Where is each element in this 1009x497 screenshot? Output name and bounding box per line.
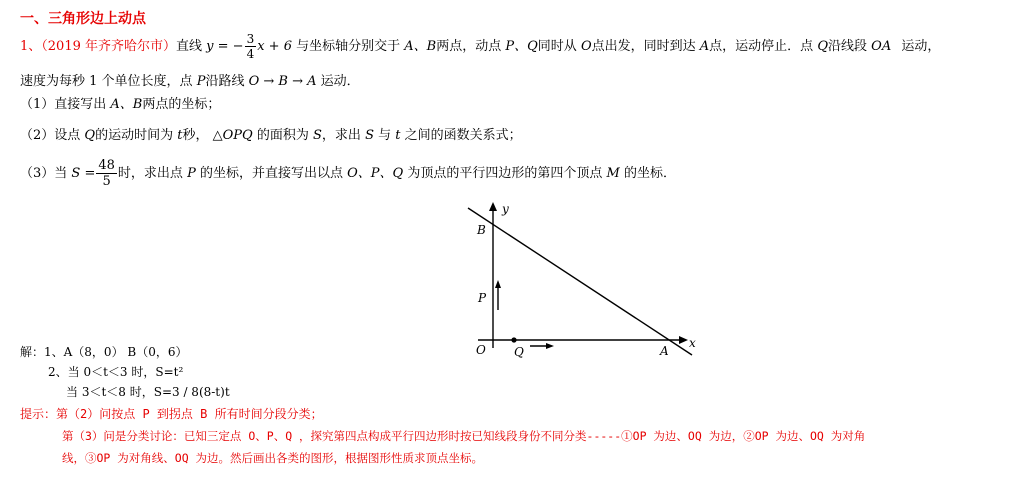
hint-line-1 (20, 405, 323, 422)
text-segment: 速度为每秒 1 个单位长度，点 (20, 74, 193, 89)
math-text: P、Q (505, 39, 538, 54)
label-o: O (476, 343, 486, 357)
math-text: M (606, 166, 620, 181)
math-text: Q (817, 39, 828, 54)
text-segment: ，求出 (321, 128, 361, 143)
hint-line-3: 线，③OP 为对角线、OQ 为边。然后画出各类的图形，根据图形性质求顶点坐标。 (62, 451, 484, 465)
q-point (511, 337, 516, 342)
text-segment: 与坐标轴分别交于 (296, 39, 401, 54)
hint-line-2: 第（3）问是分类讨论：已知三定点 O、P、Q ，探究第四点构成平行四边形时按已知线段身份不同分类-----①OP 为边、OQ 为边，②OP 为边、OQ 为对角 (62, 429, 866, 443)
problem-line-1 (20, 33, 940, 60)
label-a: A (660, 344, 669, 358)
question-3 (20, 154, 676, 194)
solution-line-3: 当 3＜t＜8 时，S=3 / 8(8-t)t (66, 385, 230, 399)
text-segment: 两点，动点 (436, 39, 502, 54)
label-x: x (689, 336, 696, 350)
math-text: A (699, 39, 710, 54)
text-segment: 沿线段 (828, 39, 868, 54)
text-segment: （3）当 (20, 166, 68, 181)
route-text: O → B → A (248, 74, 317, 89)
problem-line-2 (20, 70, 360, 89)
label-b: B (477, 223, 486, 237)
line-ab (468, 208, 692, 355)
text-segment: 点，运动停止．点 (709, 39, 814, 54)
text-segment: 同时从 (537, 39, 577, 54)
text-segment: 秒， (182, 128, 209, 143)
math-text: △OPQ (212, 128, 253, 143)
text-segment: （1）直接写出 (20, 97, 107, 112)
hint-text: 第（2）问按点 P 到拐点 B 所有时间分段分类； (56, 407, 323, 421)
text-segment: 沿路线 (205, 74, 245, 89)
text-segment: 点出发，同时到达 (591, 39, 696, 54)
text-segment: 运动． (320, 74, 360, 89)
math-text: S (365, 128, 374, 143)
coordinate-figure (460, 198, 710, 363)
equation-equals: = − (213, 39, 244, 54)
math-text: t (395, 128, 401, 143)
question-2 (20, 124, 522, 143)
math-text: Q (84, 128, 96, 143)
text-segment: 的面积为 (256, 128, 309, 143)
label-p: P (478, 291, 487, 305)
math-text: A、B (110, 97, 143, 112)
label-y: y (502, 202, 509, 216)
problem-number: 1、 (20, 39, 42, 54)
text-segment: （2）设点 (20, 128, 81, 143)
q-arrow-head (546, 343, 554, 349)
text-segment: 为顶点的平行四边形的第四个顶点 (407, 166, 603, 181)
solution-line-2: 2、当 0＜t＜3 时，S=t² (48, 365, 184, 379)
math-text: t (177, 128, 183, 143)
math-text: OA (871, 39, 892, 54)
y-axis-arrow (489, 202, 497, 211)
text-segment: 与 (378, 128, 392, 143)
math-text: S = (71, 166, 96, 181)
problem-source: （2019 年齐齐哈尔市） (41, 39, 176, 54)
solution-line-1: 解：1、A（8，0） B（0，6） (20, 345, 188, 359)
math-text: S (313, 128, 322, 143)
math-text: P (187, 166, 196, 181)
text-segment: 的运动时间为 (95, 128, 174, 143)
section-title: 一、三角形边上动点 (20, 11, 146, 27)
text-segment: 的坐标． (623, 166, 676, 181)
p-arrow-head (495, 280, 501, 288)
label-q: Q (514, 345, 524, 359)
x-axis-arrow (679, 336, 688, 344)
equation-var-y: y (206, 39, 214, 54)
text-segment: 时，求出点 (117, 166, 183, 181)
text-segment: 直线 (176, 39, 203, 54)
text-segment: 两点的坐标； (142, 97, 221, 112)
text-segment: 运动， (901, 39, 941, 54)
text-segment: 的坐标，并直接写出以点 (199, 166, 343, 181)
math-text: O (580, 39, 592, 54)
hint-label: 提示： (20, 407, 57, 421)
text-segment: 之间的函数关系式； (404, 128, 522, 143)
math-text: P (196, 74, 206, 89)
s-value-fraction: $\frac{48}{5}$ (98, 158, 115, 189)
equation-fraction: $\frac{3}{4}$ (246, 32, 255, 61)
math-text: A、B (404, 39, 437, 54)
question-1 (20, 93, 220, 112)
equation-tail: x + 6 (257, 39, 292, 54)
math-text: O、P、Q (347, 166, 404, 181)
